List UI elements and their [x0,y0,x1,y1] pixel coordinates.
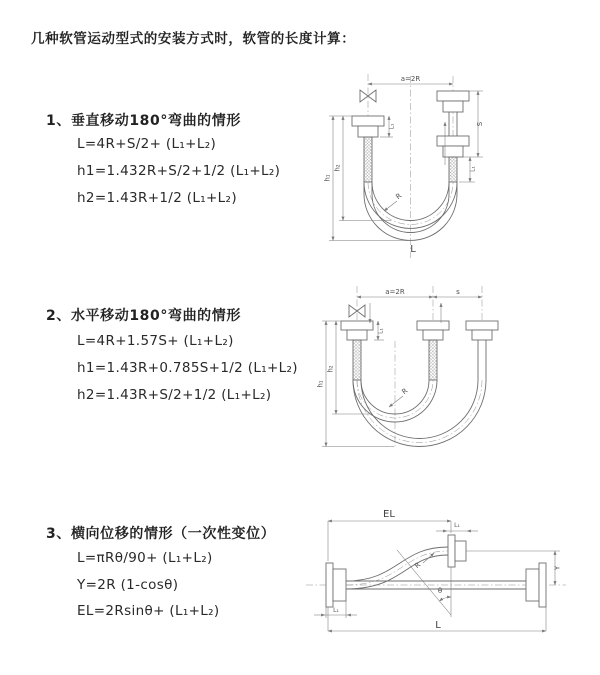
dim-label-L1-right: L₁ [469,166,477,172]
displaced-flange [448,535,466,567]
dim-label-Y: Y [553,565,562,571]
angle-label: θ [437,587,443,595]
dim-label-L1-top: L₁ [454,522,460,529]
section-2-formula-h2: h2=1.43R+S/2+1/2 (L₁+L₂) [77,387,272,403]
section-2-heading: 2、水平移动180°弯曲的情形 [46,308,241,324]
dim-label-h1: h₁ [316,380,325,388]
braided-hose-left [353,340,361,380]
radius-label: R [400,386,410,397]
dim-label-S: S [476,121,484,127]
diagram-lateral-displacement [298,503,593,648]
dim-label-L: L [435,620,441,631]
radius-arrow [384,201,397,211]
dim-label-a2r: a=2R [385,288,405,296]
radius-label: R [394,191,404,202]
section-3-heading: 3、横向位移的情形（一次性变位） [46,526,276,542]
right-flange-displaced [466,321,498,340]
dim-label-h2: h₂ [326,365,335,373]
braided-hose-left [364,137,372,182]
dim-label-EL: EL [383,509,395,520]
page-title: 几种软管运动型式的安装方式时，软管的长度计算： [31,31,356,47]
section-2-formula-L: L=4R+1.57S+ (L₁+L₂) [77,333,234,349]
right-pipe-stub [478,340,486,380]
section-1-heading: 1、垂直移动180°弯曲的情形 [46,113,241,129]
hose-bend-displaced [353,380,486,447]
left-flange [341,321,373,340]
dim-label-h2: h₂ [333,164,342,172]
left-flange [326,563,346,607]
dim-label-h1: h₁ [323,174,332,182]
braided-hose-middle [429,340,437,380]
section-3-formula-L: L=πRθ/90+ (L₁+L₂) [77,550,213,566]
dim-label-L1: L₁ [377,328,385,334]
section-3-formula-EL: EL=2Rsinθ+ (L₁+L₂) [77,603,220,619]
section-3-formula-Y: Y=2R (1-cosθ) [77,577,179,593]
radius-label: R [413,560,423,571]
dim-label-s: s [456,288,460,296]
diagram-vertical-180-bend [313,70,513,265]
dim-label-L: L [410,244,416,255]
hose-s-curve [346,547,448,589]
dim-label-L1-bottom: L₁ [333,607,339,614]
section-1-formula-h1: h1=1.432R+S/2+1/2 (L₁+L₂) [77,163,281,179]
centerlines [357,286,482,449]
left-flange [352,116,384,137]
dim-label-L1-left: L₁ [388,123,396,130]
section-1-formula-L: L=4R+S/2+ (L₁+L₂) [77,136,217,152]
middle-flange [417,321,449,340]
right-flange-original [526,563,546,607]
angle-arc [439,597,451,601]
section-1-formula-h2: h2=1.43R+1/2 (L₁+L₂) [77,190,237,206]
diagram-horizontal-180-bend [308,281,573,451]
right-flange-upper [437,91,469,112]
section-2-formula-h1: h1=1.43R+0.785S+1/2 (L₁+L₂) [77,360,298,376]
braided-hose-right [449,157,457,182]
radius-arrow [423,553,434,563]
dim-label-a2r: a=2R [400,75,421,83]
right-flange-lower [437,136,469,157]
radius-arrow [389,396,403,407]
